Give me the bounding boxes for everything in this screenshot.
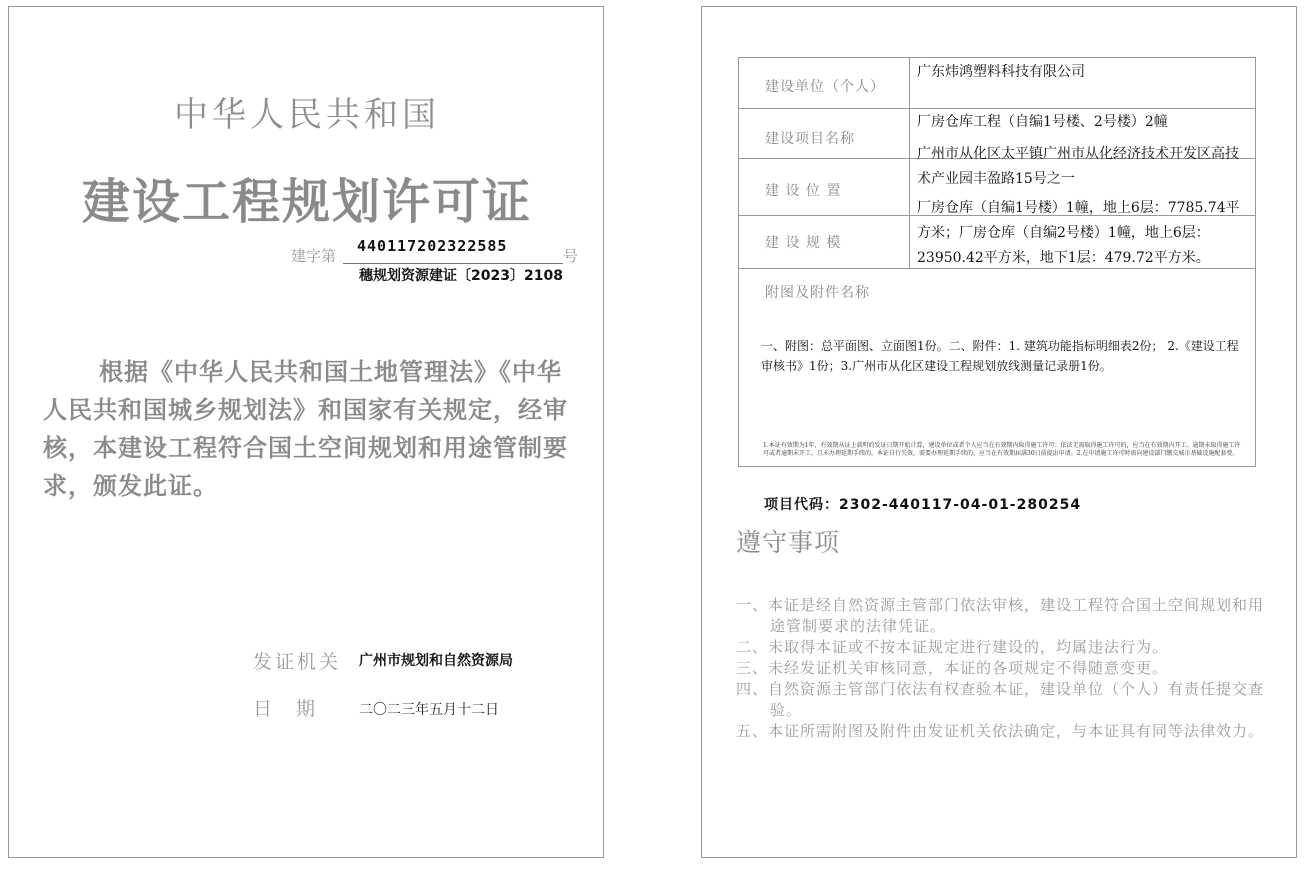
row-value-builder: 广东炜鸿塑料科技有限公司 [917, 64, 1085, 80]
row-value-project-name: 厂房仓库工程（自编1号楼、2号楼）2幢 [917, 114, 1168, 130]
table-row-divider [739, 108, 1255, 109]
cert-underline [343, 263, 563, 264]
row-label-scale: 建 设 规 模 [765, 235, 842, 251]
rules-list [736, 595, 1266, 742]
permit-cover-page [8, 6, 604, 858]
date-label: 日期 [253, 698, 340, 720]
issuer-label: 发证机关 [253, 651, 342, 673]
cert-prefix: 建字第 [291, 247, 337, 265]
country-name: 中华人民共和国 [174, 95, 440, 135]
date-value: 二〇二三年五月十二日 [359, 702, 499, 718]
permit-detail-page [701, 6, 1297, 858]
table-column-divider [909, 58, 910, 268]
row-label-project-name: 建设项目名称 [765, 131, 855, 147]
rule-item: 二、未取得本证或不按本证规定进行建设的，均属违法行为。 [736, 638, 1169, 656]
project-code: 项目代码：2302-440117-04-01-280254 [764, 497, 1082, 513]
preamble-text: 根据《中华人民共和国土地管理法》《中华人民共和国城乡规划法》和国家有关规定，经审核，本建设工程符合国土空间规划和用途管制要求，颁发此证。 [43, 358, 568, 500]
project-info-table [738, 57, 1256, 467]
row-label-location: 建 设 位 置 [765, 183, 842, 199]
permit-title: 建设工程规划许可证 [81, 174, 532, 230]
row-value-scale: 厂房仓库（自编1号楼）1幢，地上6层：7785.74平方米；厂房仓库（自编2号楼）1幢，地上6层：23950.42平方米，地下1层：479.72平方米。 [917, 200, 1240, 266]
attachments-text: 一、附图：总平面图、立面图1份。二、附件：1. 建筑功能指标明细表2份； 2.《建设工程审核书》1份；3.广州市从化区建设工程规划放线测量记录册1份。 [761, 339, 1239, 373]
rule-item: 一、本证是经自然资源主管部门依法审核，建设工程符合国土空间规划和用途管制要求的法律凭证。 [736, 596, 1265, 635]
row-label-attachments: 附图及附件名称 [765, 285, 870, 301]
rule-item: 三、未经发证机关审核同意，本证的各项规定不得随意变更。 [736, 659, 1169, 677]
validity-note: 1.本证有效期为1年，有效期从证上载明的发证日期开始计算，建设单位或者个人应当在有效期内取得施工许可；依法无需取得施工许可的，应当在有效期内开工。逾期未取得施工许可或者逾期未开工，且未办理延期手续的，本证自行失效。需要办理延期手续的，应当在有效期届满30日前提出申请。2.在申请施工许可时需向建设部门缴交城市基础设施配套费。 [763, 442, 1241, 457]
rules-title: 遵守事项 [736, 528, 841, 557]
row-label-builder: 建设单位（个人） [765, 79, 885, 95]
row-value-location: 广州市从化区太平镇广州市从化经济技术开发区高技术产业园丰盈路15号之一 [917, 146, 1239, 187]
rule-item: 四、自然资源主管部门依法有权查验本证，建设单位（个人）有责任提交查验。 [736, 680, 1265, 719]
rule-item: 五、本证所需附图及附件由发证机关依法确定，与本证具有同等法律效力。 [736, 722, 1265, 740]
cert-suffix: 号 [563, 247, 579, 265]
cert-number: 440117202322585 [357, 237, 508, 255]
issuer-value: 广州市规划和自然资源局 [359, 653, 513, 669]
cert-code: 穗规划资源建证〔2023〕2108 [359, 268, 563, 284]
